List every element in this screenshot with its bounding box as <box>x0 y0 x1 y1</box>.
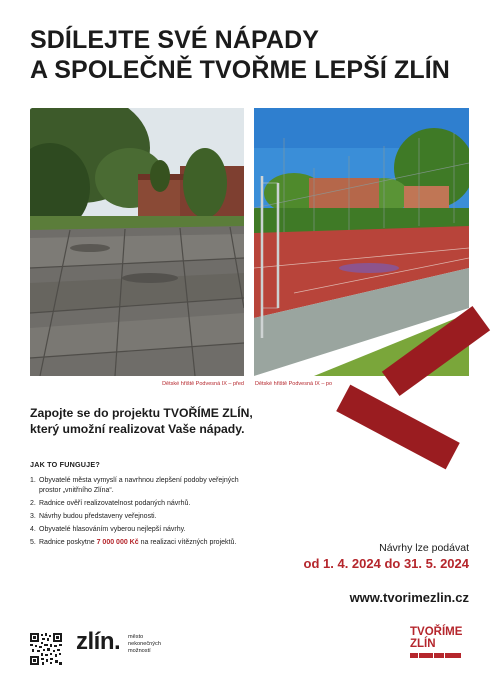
step-number: 4. <box>30 526 36 534</box>
tagline-line-1: město <box>128 634 144 640</box>
step-item <box>30 525 240 535</box>
step-text: Návrhy budou představeny veřejnosti. <box>39 512 157 520</box>
caption-after: Dětské hřiště Podvesná IX – po <box>255 381 333 387</box>
step-text: Obyvatelé města vymyslí a navrhnou zlepšení podoby veřejných prostor „vnitřního Zlína“. <box>39 477 239 494</box>
submission-dates: od 1. 4. 2024 do 31. 5. 2024 <box>303 556 469 571</box>
project-logo-line-1: TVOŘÍME <box>410 626 463 638</box>
intro-line-1: Zapojte se do projektu TVOŘÍME ZLÍN, <box>30 406 253 420</box>
qr-code[interactable] <box>30 633 62 665</box>
step-item <box>30 499 240 509</box>
step-number: 3. <box>30 512 36 520</box>
logo-block <box>410 653 418 658</box>
step-number: 5. <box>30 539 36 547</box>
step-text: Obyvatelé hlasováním vyberou nejlepší návrhy. <box>39 526 186 534</box>
website-link[interactable]: www.tvorimezlin.cz <box>349 590 469 605</box>
project-logo-blocks <box>410 653 470 658</box>
step-text: Radnice ověří realizovatelnost podaných návrhů. <box>39 499 191 507</box>
step-item <box>30 538 240 548</box>
page-title <box>30 25 480 85</box>
photo-before <box>30 108 244 376</box>
step-item <box>30 476 240 495</box>
title-line-2: A SPOLEČNĚ TVOŘME LEPŠÍ ZLÍN <box>30 56 450 84</box>
decorative-shape-lower <box>336 385 460 470</box>
project-logo-line-2: ZLÍN <box>410 638 436 650</box>
city-tagline <box>128 634 161 655</box>
logo-block <box>445 653 461 658</box>
tagline-line-2: nekonečných <box>128 641 161 647</box>
intro-line-2: který umožní realizovat Vaše nápady. <box>30 422 245 436</box>
logo-block <box>419 653 433 658</box>
step-number: 2. <box>30 499 36 507</box>
tagline-line-3: možností <box>128 648 151 654</box>
project-logo-text <box>410 626 470 650</box>
step-text-before: Radnice poskytne <box>39 539 97 547</box>
howto-title: JAK TO FUNGUJE? <box>30 460 100 469</box>
step-number: 1. <box>30 477 36 484</box>
budget-amount: 7 000 000 Kč <box>96 539 139 547</box>
step-item <box>30 512 240 522</box>
project-logo <box>410 626 470 658</box>
steps-list <box>30 476 240 552</box>
intro-text <box>30 405 310 437</box>
city-logo: zlín. <box>76 628 121 655</box>
step-text <box>39 538 240 548</box>
caption-before: Dětské hřiště Podvesná IX – před <box>162 381 244 387</box>
submission-label: Návrhy lze podávat <box>379 542 469 554</box>
title-line-1: SDÍLEJTE SVÉ NÁPADY <box>30 26 319 54</box>
logo-block <box>434 653 444 658</box>
step-text-after: na realizaci vítězných projektů. <box>138 539 237 547</box>
